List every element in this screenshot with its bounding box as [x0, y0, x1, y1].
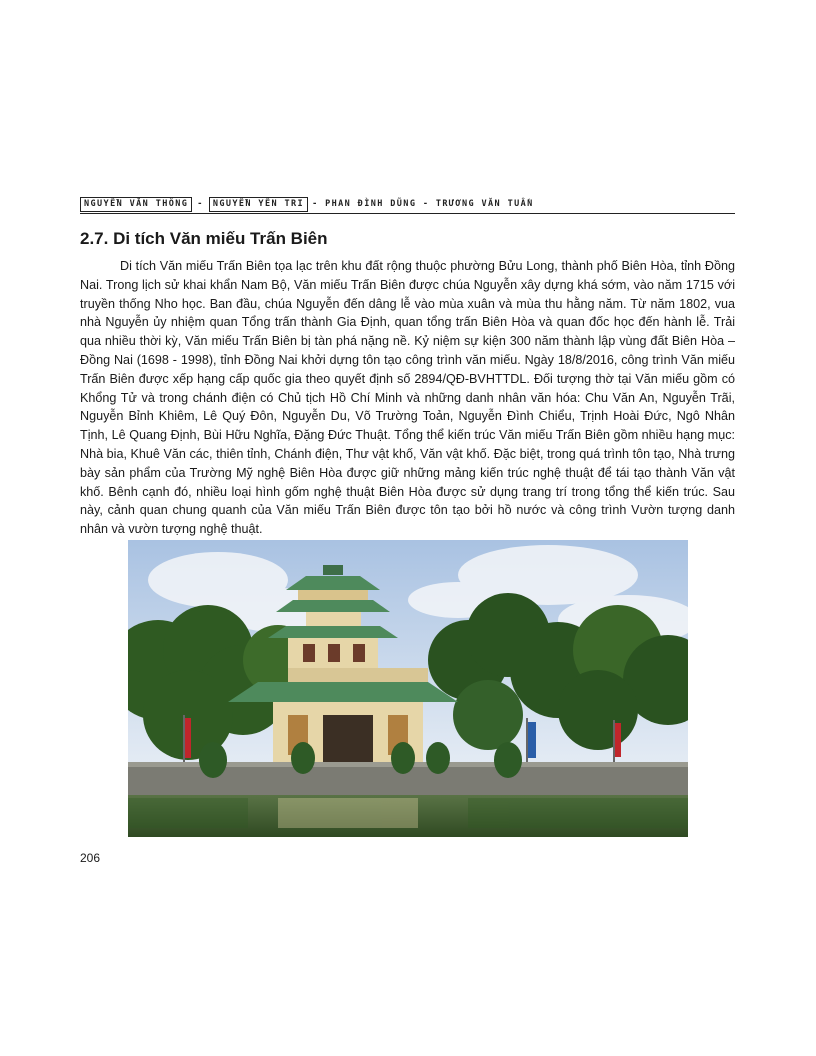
header-rule [80, 213, 735, 214]
header-author-2: NGUYỄN YÊN TRI [209, 197, 308, 212]
flag-right [615, 723, 621, 757]
section-paragraph: Di tích Văn miếu Trấn Biên tọa lạc trên khu đất rộng thuộc phường Bửu Long, thành phố Biên Hòa, tỉnh Đồng Nai. Trong lịch sử khai khẩn Nam Bộ, Văn miếu Trấn Biên được chúa Nguyễn xây dựng khá sớm, vào năm 1715 với truyền thống Nho học. Ban đầu, chúa Nguyễn đến dâng lễ vào mùa xuân và mùa thu hằng năm. Từ năm 1802, vua nhà Nguyễn ủy nhiệm quan Tổng trấn thành Gia Định, quan tổng trấn Biên Hòa và quan đốc học đến hành lễ. Trải qua nhiều thời kỳ, Văn miếu Trấn Biên bị tàn phá nặng nề. Kỷ niệm sự kiện 300 năm thành lập vùng đất Biên Hòa – Đồng Nai (1698 - 1998), tỉnh Đồng Nai khởi dựng tôn tạo công trình văn miếu. Ngày 18/8/2016, công trình Văn miếu Trấn Biên được xếp hạng cấp quốc gia theo quyết định số 2894/QĐ-BVHTTDL. Đối tượng thờ tại Văn miếu gồm có Khổng Tử và trong chánh điện có Chủ tịch Hồ Chí Minh và những danh nhân văn hóa: Chu Văn An, Nguyễn Trãi, Nguyễn Bỉnh Khiêm, Lê Quý Đôn, Nguyễn Du, Võ Trường Toản, Nguyễn Đình Chiểu, Trịnh Hoài Đức, Ngô Nhân Tịnh, Lê Quang Định, Bùi Hữu Nghĩa, Đặng Đức Thuật. Tổng thể kiến trúc Văn miếu Trấn Biên gồm nhiều hạng mục: Nhà bia, Khuê Văn các, thiên tỉnh, Chánh điện, Thư vật khố, Văn vật khố. Đặc biệt, trong quá trình tôn tạo, Nhà trưng bày sản phẩm của Trường Mỹ nghệ Biên Hòa được giữ những mảng kiến trúc nghệ thuật để tái tạo thành Văn vật khố. Bênh cạnh đó, nhiều loại hình gốm nghệ thuật Biên Hòa được sử dụng trang trí trong tổng thể kiến trúc. Sau này, cảnh quan chung quanh của Văn miếu Trấn Biên được tôn tạo bởi hồ nước và công trình Vườn tượng danh nhân và vườn tượng nghệ thuật. [80, 259, 735, 537]
running-header [80, 196, 735, 212]
flag-left [185, 718, 191, 758]
header-separator: - [197, 199, 204, 209]
flag-blue [528, 722, 536, 758]
page-number: 206 [80, 851, 101, 865]
section-title: 2.7. Di tích Văn miếu Trấn Biên [80, 229, 328, 248]
header-other-authors: - PHAN ĐÌNH DŨNG - TRƯƠNG VĂN TUẤN [312, 198, 534, 209]
temple-photo [128, 540, 688, 837]
header-author-1: NGUYỄN VĂN THÔNG [80, 197, 192, 212]
reflections [128, 798, 688, 828]
